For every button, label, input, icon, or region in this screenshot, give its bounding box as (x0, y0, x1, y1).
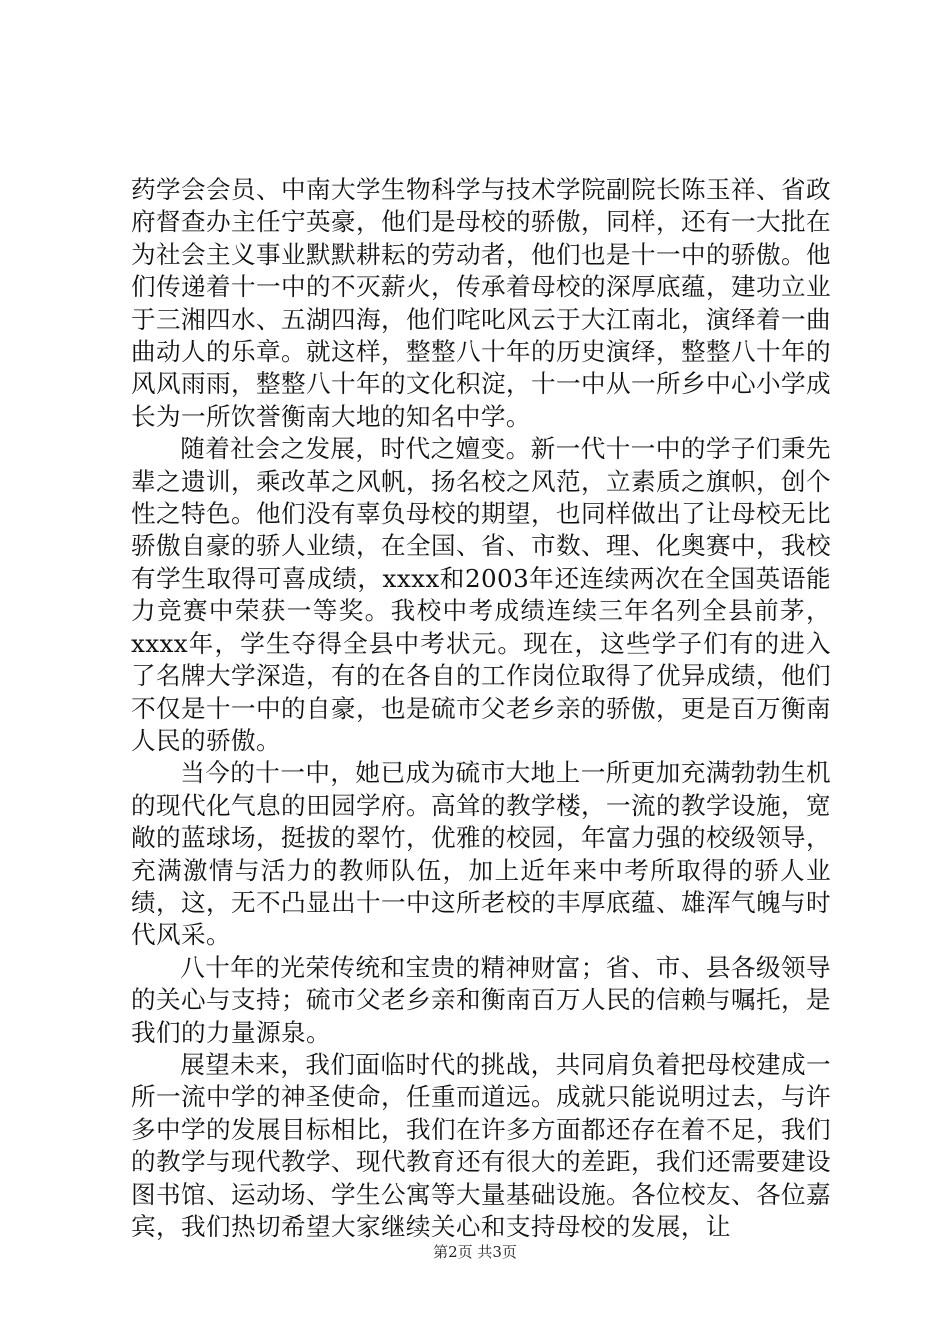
paragraph-3: 当今的十一中，她已成为硫市大地上一所更加充满勃勃生机的现代化气息的田园学府。高耸的教学楼，一流的教学设施，宽敞的蓝球场，挺拔的翠竹，优雅的校园，年富力强的校级领导，充满激情与活力的教师队伍，加上近年来中考所取得的骄人业绩，这，无不凸显出十一中这所老校的丰厚底蕴、雄浑气魄与时代风采。 (131, 758, 831, 950)
paragraph-1: 药学会会员、中南大学生物科学与技术学院副院长陈玉祥、省政府督查办主任宁英豪，他们是母校的骄傲，同样，还有一大批在为社会主义事业默默耕耘的劳动者，他们也是十一中的骄傲。他们传递着十一中的不灭薪火，传承着母校的深厚底蕴，建功立业于三湘四水、五湖四海，他们咤叱风云于大江南北，演绎着一曲曲动人的乐章。就这样，整整八十年的历史演绎，整整八十年的风风雨雨，整整八十年的文化积淀，十一中从一所乡中心小学成长为一所饮誉衡南大地的知名中学。 (131, 175, 831, 431)
paragraph-2: 随着社会之发展，时代之嬗变。新一代十一中的学子们秉先辈之遗训，乘改革之风帆，扬名校之风范，立素质之旗帜，创个性之特色。他们没有辜负母校的期望，也同样做出了让母校无比骄傲自豪的骄人业绩，在全国、省、市数、理、化奥赛中，我校有学生取得可喜成绩，xxxx和2003年还连续两次在全国英语能力竞赛中荣获一等奖。我校中考成绩连续三年名列全县前茅，xxxx年，学生夺得全县中考状元。现在，这些学子们有的进入了名牌大学深造，有的在各自的工作岗位取得了优异成绩，他们不仅是十一中的自豪，也是硫市父老乡亲的骄傲，更是百万衡南人民的骄傲。 (131, 434, 831, 755)
page-footer: 第2页 共3页 (433, 1243, 517, 1261)
document-body (131, 174, 831, 1243)
paragraph-4: 八十年的光荣传统和宝贵的精神财富；省、市、县各级领导的关心与支持；硫市父老乡亲和衡南百万人民的信赖与嘱托，是我们的力量源泉。 (131, 952, 831, 1047)
paragraph-5: 展望未来，我们面临时代的挑战，共同肩负着把母校建成一所一流中学的神圣使命，任重而道远。成就只能说明过去，与许多中学的发展目标相比，我们在许多方面都还存在着不足，我们的教学与现代教学、现代教育还有很大的差距，我们还需要建设图书馆、运动场、学生公寓等大量基础设施。各位校友、各位嘉宾，我们热切希望大家继续关心和支持母校的发展，让 (131, 1049, 831, 1241)
